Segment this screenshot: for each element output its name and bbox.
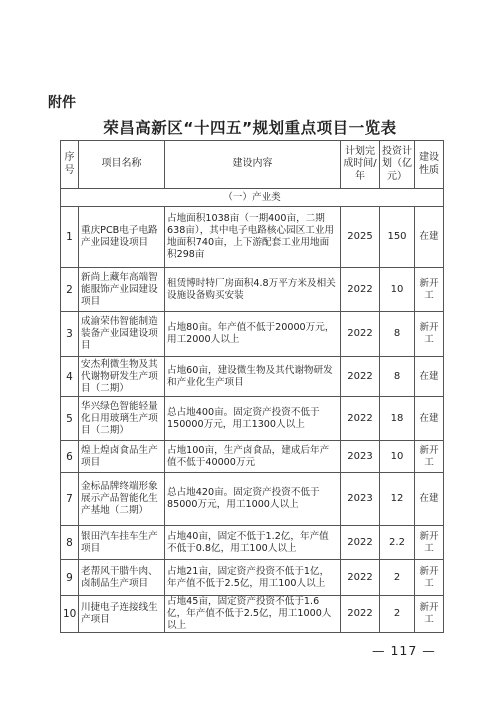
projects-table bbox=[60, 140, 444, 633]
header-investment: 投资计划（亿元） bbox=[380, 141, 415, 189]
table-row bbox=[61, 473, 444, 526]
table-row bbox=[61, 596, 444, 633]
row-name: 川捷电子连接线生产项目 bbox=[79, 596, 165, 633]
row-year: 2022 bbox=[341, 596, 380, 633]
row-investment: 8 bbox=[380, 357, 415, 397]
row-investment: 12 bbox=[380, 473, 415, 526]
row-year: 2022 bbox=[341, 397, 380, 441]
row-year: 2023 bbox=[341, 441, 380, 473]
row-year: 2022 bbox=[341, 357, 380, 397]
row-seq: 2 bbox=[61, 268, 79, 312]
row-name: 金标品牌终端形象展示产品智能化生产基地（二期） bbox=[79, 473, 165, 526]
row-seq: 4 bbox=[61, 357, 79, 397]
row-investment: 10 bbox=[380, 268, 415, 312]
row-status: 新开工 bbox=[415, 441, 444, 473]
row-seq: 3 bbox=[61, 312, 79, 357]
row-content: 租赁博时特厂房面积4.8万平方米及相关设施设备购买安装 bbox=[165, 268, 341, 312]
row-investment: 150 bbox=[380, 207, 415, 268]
header-year: 计划完成时间/年 bbox=[341, 141, 380, 189]
row-investment: 2 bbox=[380, 560, 415, 596]
table-header-row bbox=[61, 141, 444, 189]
row-name: 安杰利微生物及其代谢物研发生产项目（二期） bbox=[79, 357, 165, 397]
table-row bbox=[61, 397, 444, 441]
row-seq: 1 bbox=[61, 207, 79, 268]
row-content: 总占地400亩。固定资产投资不低于150000万元，用工1300人以上 bbox=[165, 397, 341, 441]
table-row bbox=[61, 560, 444, 596]
table-row bbox=[61, 441, 444, 473]
row-name: 银田汽车挂车生产项目 bbox=[79, 526, 165, 560]
row-status: 新开工 bbox=[415, 268, 444, 312]
row-seq: 10 bbox=[61, 596, 79, 633]
row-status: 在建 bbox=[415, 357, 444, 397]
table-row bbox=[61, 268, 444, 312]
table-row bbox=[61, 312, 444, 357]
row-status: 在建 bbox=[415, 207, 444, 268]
row-investment: 8 bbox=[380, 312, 415, 357]
annex-label: 附件 bbox=[48, 95, 76, 111]
row-content: 总占地420亩。固定资产投资不低于85000万元，用工1000人以上 bbox=[165, 473, 341, 526]
row-investment: 2.2 bbox=[380, 526, 415, 560]
row-status: 新开工 bbox=[415, 596, 444, 633]
row-year: 2022 bbox=[341, 560, 380, 596]
row-name: 煌上煌卤食品生产项目 bbox=[79, 441, 165, 473]
row-status: 新开工 bbox=[415, 526, 444, 560]
table-row bbox=[61, 207, 444, 268]
table-row bbox=[61, 526, 444, 560]
section-row bbox=[61, 189, 444, 207]
document-title: 荣昌高新区“十四五”规划重点项目一览表 bbox=[103, 119, 397, 137]
row-name: 成渝荣伟智能制造装备产业园建设项目 bbox=[79, 312, 165, 357]
row-year: 2022 bbox=[341, 268, 380, 312]
row-year: 2023 bbox=[341, 473, 380, 526]
row-content: 占地面积1038亩（一期400亩，二期638亩），其中电子电路核心园区工业用地面积740亩，上下游配套工业用地面积298亩 bbox=[165, 207, 341, 268]
page-number: — 117 — bbox=[372, 643, 436, 658]
row-status: 新开工 bbox=[415, 560, 444, 596]
row-name: 新尚上藏年高端智能服饰产业园建设项目 bbox=[79, 268, 165, 312]
table-row bbox=[61, 357, 444, 397]
row-year: 2022 bbox=[341, 312, 380, 357]
header-seq: 序号 bbox=[61, 141, 79, 189]
row-seq: 7 bbox=[61, 473, 79, 526]
row-status: 在建 bbox=[415, 473, 444, 526]
row-investment: 18 bbox=[380, 397, 415, 441]
row-investment: 10 bbox=[380, 441, 415, 473]
row-name: 重庆PCB电子电路产业园建设项目 bbox=[79, 207, 165, 268]
row-seq: 8 bbox=[61, 526, 79, 560]
row-year: 2022 bbox=[341, 526, 380, 560]
row-seq: 6 bbox=[61, 441, 79, 473]
row-seq: 5 bbox=[61, 397, 79, 441]
row-content: 占地40亩，固定不低于1.2亿，年产值不低于0.8亿，用工100人以上 bbox=[165, 526, 341, 560]
row-status: 在建 bbox=[415, 397, 444, 441]
row-name: 华兴绿色智能轻量化日用玻璃生产项目（二期） bbox=[79, 397, 165, 441]
row-seq: 9 bbox=[61, 560, 79, 596]
row-content: 占地80亩。年产值不低于20000万元，用工2000人以上 bbox=[165, 312, 341, 357]
row-name: 老帮风干腊牛肉、卤制品生产项目 bbox=[79, 560, 165, 596]
header-name: 项目名称 bbox=[79, 141, 165, 189]
row-content: 占地21亩，固定资产投资不低于1亿，年产值不低于2.5亿，用工100人以上 bbox=[165, 560, 341, 596]
header-status: 建设性质 bbox=[415, 141, 444, 189]
row-status: 新开工 bbox=[415, 312, 444, 357]
row-content: 占地60亩，建设微生物及其代谢物研发和产业化生产项目 bbox=[165, 357, 341, 397]
row-investment: 2 bbox=[380, 596, 415, 633]
row-year: 2025 bbox=[341, 207, 380, 268]
row-content: 占地100亩，生产卤食品，建成后年产值不低于40000万元 bbox=[165, 441, 341, 473]
header-content: 建设内容 bbox=[165, 141, 341, 189]
row-content: 占地45亩，固定资产投资不低于1.6亿，年产值不低于2.5亿，用工1000人以上 bbox=[165, 596, 341, 633]
section-label: （一）产业类 bbox=[61, 189, 444, 207]
